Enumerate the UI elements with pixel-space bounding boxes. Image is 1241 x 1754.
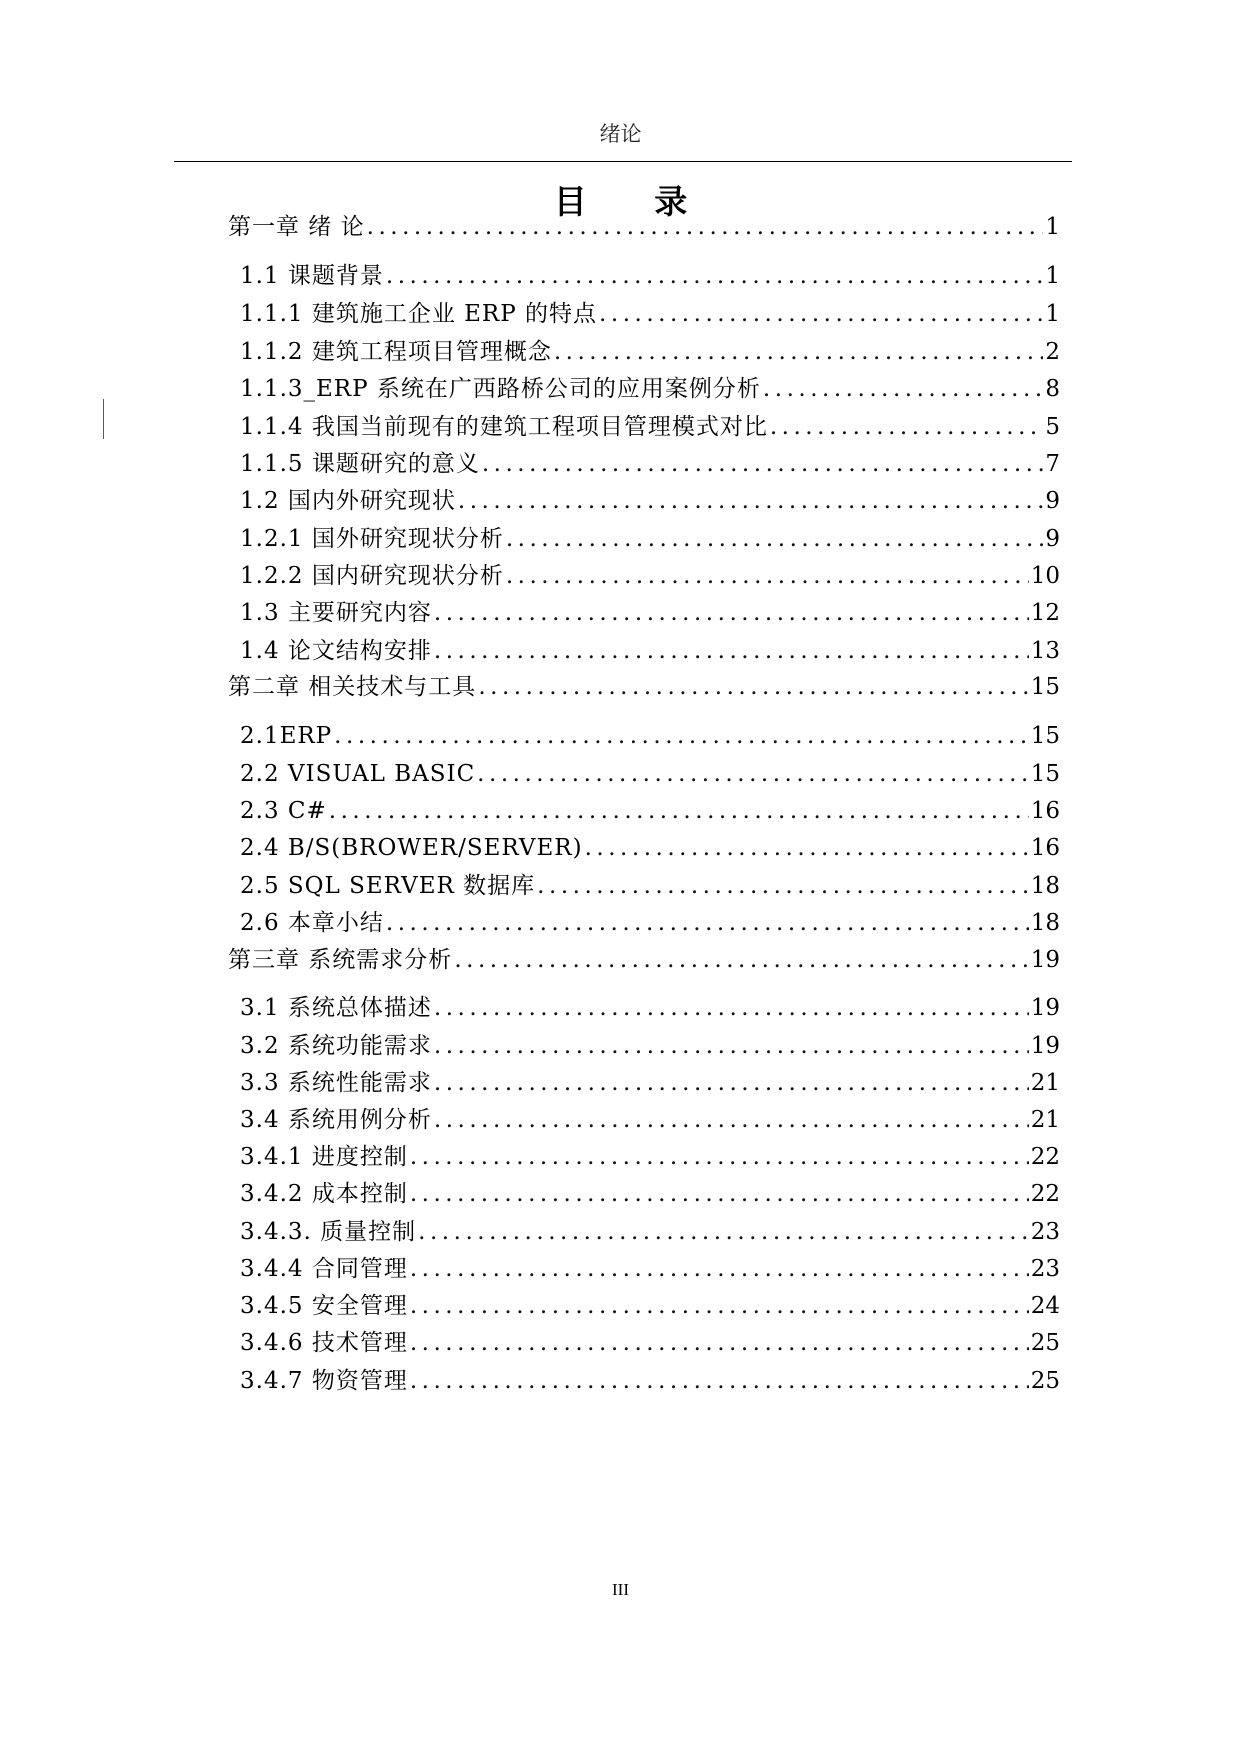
toc-section-entry[interactable] bbox=[240, 449, 1060, 479]
toc-section-entry[interactable] bbox=[240, 1105, 1060, 1135]
toc-entry-label: 2.6 本章小结 bbox=[240, 910, 384, 936]
toc-entry-page: 10 bbox=[1030, 563, 1060, 589]
toc-dot-leader bbox=[410, 1328, 1029, 1358]
toc-entry-page: 16 bbox=[1030, 835, 1060, 861]
toc-entry-page: 21 bbox=[1030, 1107, 1060, 1133]
toc-entry-page: 19 bbox=[1030, 1033, 1060, 1059]
toc-entry-page: 24 bbox=[1030, 1293, 1060, 1319]
toc-entry-page: 25 bbox=[1030, 1368, 1060, 1394]
toc-entry-label: 3.4.3. 质量控制 bbox=[240, 1219, 417, 1245]
toc-entry-label: 2.4 B/S(BROWER/SERVER) bbox=[240, 835, 583, 861]
toc-dot-leader bbox=[763, 374, 1043, 404]
header-divider bbox=[174, 161, 1072, 162]
toc-entry-label: 3.4.2 成本控制 bbox=[240, 1181, 408, 1207]
toc-section-entry[interactable] bbox=[240, 1142, 1060, 1172]
toc-section-entry[interactable] bbox=[240, 759, 1060, 789]
toc-dot-leader bbox=[329, 796, 1029, 826]
toc-section-entry[interactable] bbox=[240, 299, 1060, 329]
text-cursor bbox=[103, 399, 104, 439]
toc-section-entry[interactable] bbox=[240, 721, 1060, 751]
toc-section-entry[interactable] bbox=[240, 412, 1060, 442]
toc-entry-page: 12 bbox=[1030, 600, 1060, 626]
toc-entry-label: 1.1.2 建筑工程项目管理概念 bbox=[240, 339, 552, 365]
toc-entry-label: 1.1.1 建筑施工企业 ERP 的特点 bbox=[240, 301, 598, 327]
toc-dot-leader bbox=[434, 993, 1029, 1023]
toc-entry-page: 1 bbox=[1045, 301, 1060, 327]
toc-entry-label: 1.1.3_ERP 系统在广西路桥公司的应用案例分析 bbox=[240, 376, 761, 402]
toc-entry-label: 1.2.1 国外研究现状分析 bbox=[240, 526, 504, 552]
toc-dot-leader bbox=[434, 1068, 1029, 1098]
toc-section-entry[interactable] bbox=[240, 1031, 1060, 1061]
toc-entry-label: 第二章 相关技术与工具 bbox=[228, 674, 477, 700]
toc-section-entry[interactable] bbox=[240, 1068, 1060, 1098]
toc-entry-label: 2.5 SQL SERVER 数据库 bbox=[240, 873, 536, 899]
toc-dot-leader bbox=[585, 833, 1029, 863]
toc-entry-label: 1.4 论文结构安排 bbox=[240, 638, 432, 664]
toc-entry-label: 3.4.7 物资管理 bbox=[240, 1368, 408, 1394]
running-header-title: 绪论 bbox=[599, 122, 642, 146]
toc-chapter-entry[interactable] bbox=[228, 212, 1060, 242]
toc-dot-leader bbox=[554, 337, 1044, 367]
toc-section-entry[interactable] bbox=[240, 908, 1060, 938]
toc-dot-leader bbox=[410, 1291, 1029, 1321]
toc-dot-leader bbox=[410, 1142, 1029, 1172]
toc-section-entry[interactable] bbox=[240, 486, 1060, 516]
toc-entry-label: 3.3 系统性能需求 bbox=[240, 1070, 432, 1096]
toc-entry-label: 1.2 国内外研究现状 bbox=[240, 488, 456, 514]
toc-dot-leader bbox=[506, 561, 1029, 591]
toc-dot-leader bbox=[367, 212, 1044, 242]
page-number: III bbox=[612, 1580, 629, 1599]
toc-entry-label: 3.2 系统功能需求 bbox=[240, 1033, 432, 1059]
toc-entry-page: 1 bbox=[1045, 214, 1060, 240]
toc-entry-label: 3.4.4 合同管理 bbox=[240, 1256, 408, 1282]
toc-entry-page: 21 bbox=[1030, 1070, 1060, 1096]
toc-entry-label: 第一章 绪 论 bbox=[228, 214, 365, 240]
toc-section-entry[interactable] bbox=[240, 833, 1060, 863]
toc-entry-page: 9 bbox=[1045, 488, 1060, 514]
toc-chapter-entry[interactable] bbox=[228, 672, 1060, 702]
toc-dot-leader bbox=[434, 636, 1029, 666]
toc-dot-leader bbox=[482, 449, 1044, 479]
toc-dot-leader bbox=[537, 871, 1029, 901]
toc-entry-label: 1.1.5 课题研究的意义 bbox=[240, 451, 480, 477]
toc-section-entry[interactable] bbox=[240, 796, 1060, 826]
toc-entry-page: 22 bbox=[1030, 1181, 1060, 1207]
toc-chapter-entry[interactable] bbox=[228, 945, 1060, 975]
toc-dot-leader bbox=[410, 1254, 1029, 1284]
toc-dot-leader bbox=[506, 524, 1044, 554]
toc-dot-leader bbox=[434, 598, 1029, 628]
toc-entry-page: 18 bbox=[1030, 873, 1060, 899]
toc-dot-leader bbox=[478, 672, 1028, 702]
toc-dot-leader bbox=[410, 1366, 1029, 1396]
toc-section-entry[interactable] bbox=[240, 1328, 1060, 1358]
toc-entry-page: 2 bbox=[1045, 339, 1060, 365]
toc-entry-label: 1.2.2 国内研究现状分析 bbox=[240, 563, 504, 589]
toc-entry-page: 16 bbox=[1030, 798, 1060, 824]
toc-entry-label: 2.2 VISUAL BASIC bbox=[240, 761, 476, 787]
toc-section-entry[interactable] bbox=[240, 1179, 1060, 1209]
toc-entry-page: 7 bbox=[1045, 451, 1060, 477]
toc-entry-page: 8 bbox=[1045, 376, 1060, 402]
toc-dot-leader bbox=[434, 1105, 1029, 1135]
toc-entry-label: 2.3 C# bbox=[240, 798, 327, 824]
toc-section-entry[interactable] bbox=[240, 636, 1060, 666]
toc-section-entry[interactable] bbox=[240, 1217, 1060, 1247]
toc-entry-label: 3.4.5 安全管理 bbox=[240, 1293, 408, 1319]
toc-title: 目 录 bbox=[553, 182, 716, 221]
toc-entry-page: 23 bbox=[1030, 1256, 1060, 1282]
toc-dot-leader bbox=[599, 299, 1043, 329]
toc-dot-leader bbox=[334, 721, 1029, 751]
toc-section-entry[interactable] bbox=[240, 871, 1060, 901]
toc-entry-page: 1 bbox=[1045, 263, 1060, 289]
toc-entry-page: 25 bbox=[1030, 1330, 1060, 1356]
toc-entry-page: 15 bbox=[1030, 723, 1060, 749]
toc-section-entry[interactable] bbox=[240, 261, 1060, 291]
toc-section-entry[interactable] bbox=[240, 1366, 1060, 1396]
toc-entry-page: 19 bbox=[1030, 995, 1060, 1021]
toc-dot-leader bbox=[410, 1179, 1029, 1209]
toc-entry-page: 13 bbox=[1030, 638, 1060, 664]
toc-dot-leader bbox=[458, 486, 1043, 516]
toc-section-entry[interactable] bbox=[240, 993, 1060, 1023]
toc-section-entry[interactable] bbox=[240, 1254, 1060, 1284]
toc-entry-label: 2.1ERP bbox=[240, 723, 333, 749]
toc-entry-page: 5 bbox=[1045, 414, 1060, 440]
toc-entry-label: 1.1.4 我国当前现有的建筑工程项目管理模式对比 bbox=[240, 414, 768, 440]
toc-dot-leader bbox=[386, 908, 1029, 938]
toc-section-entry[interactable] bbox=[240, 524, 1060, 554]
toc-dot-leader bbox=[434, 1031, 1029, 1061]
toc-section-entry[interactable] bbox=[240, 374, 1060, 404]
toc-section-entry[interactable] bbox=[240, 337, 1060, 367]
toc-dot-leader bbox=[386, 261, 1043, 291]
toc-section-entry[interactable] bbox=[240, 598, 1060, 628]
toc-entry-label: 第三章 系统需求分析 bbox=[228, 947, 453, 973]
toc-entry-page: 18 bbox=[1030, 910, 1060, 936]
toc-entry-page: 9 bbox=[1045, 526, 1060, 552]
toc-section-entry[interactable] bbox=[240, 1291, 1060, 1321]
toc-dot-leader bbox=[770, 412, 1044, 442]
toc-entry-label: 1.3 主要研究内容 bbox=[240, 600, 432, 626]
toc-dot-leader bbox=[418, 1217, 1029, 1247]
toc-section-entry[interactable] bbox=[240, 561, 1060, 591]
toc-entry-label: 1.1 课题背景 bbox=[240, 263, 384, 289]
toc-entry-page: 23 bbox=[1030, 1219, 1060, 1245]
toc-entry-label: 3.4 系统用例分析 bbox=[240, 1107, 432, 1133]
toc-entry-page: 15 bbox=[1030, 674, 1060, 700]
toc-entry-label: 3.4.6 技术管理 bbox=[240, 1330, 408, 1356]
toc-dot-leader bbox=[477, 759, 1029, 789]
toc-entry-page: 22 bbox=[1030, 1144, 1060, 1170]
toc-entry-page: 15 bbox=[1030, 761, 1060, 787]
toc-entry-page: 19 bbox=[1030, 947, 1060, 973]
toc-entry-label: 3.1 系统总体描述 bbox=[240, 995, 432, 1021]
toc-entry-label: 3.4.1 进度控制 bbox=[240, 1144, 408, 1170]
toc-dot-leader bbox=[454, 945, 1028, 975]
